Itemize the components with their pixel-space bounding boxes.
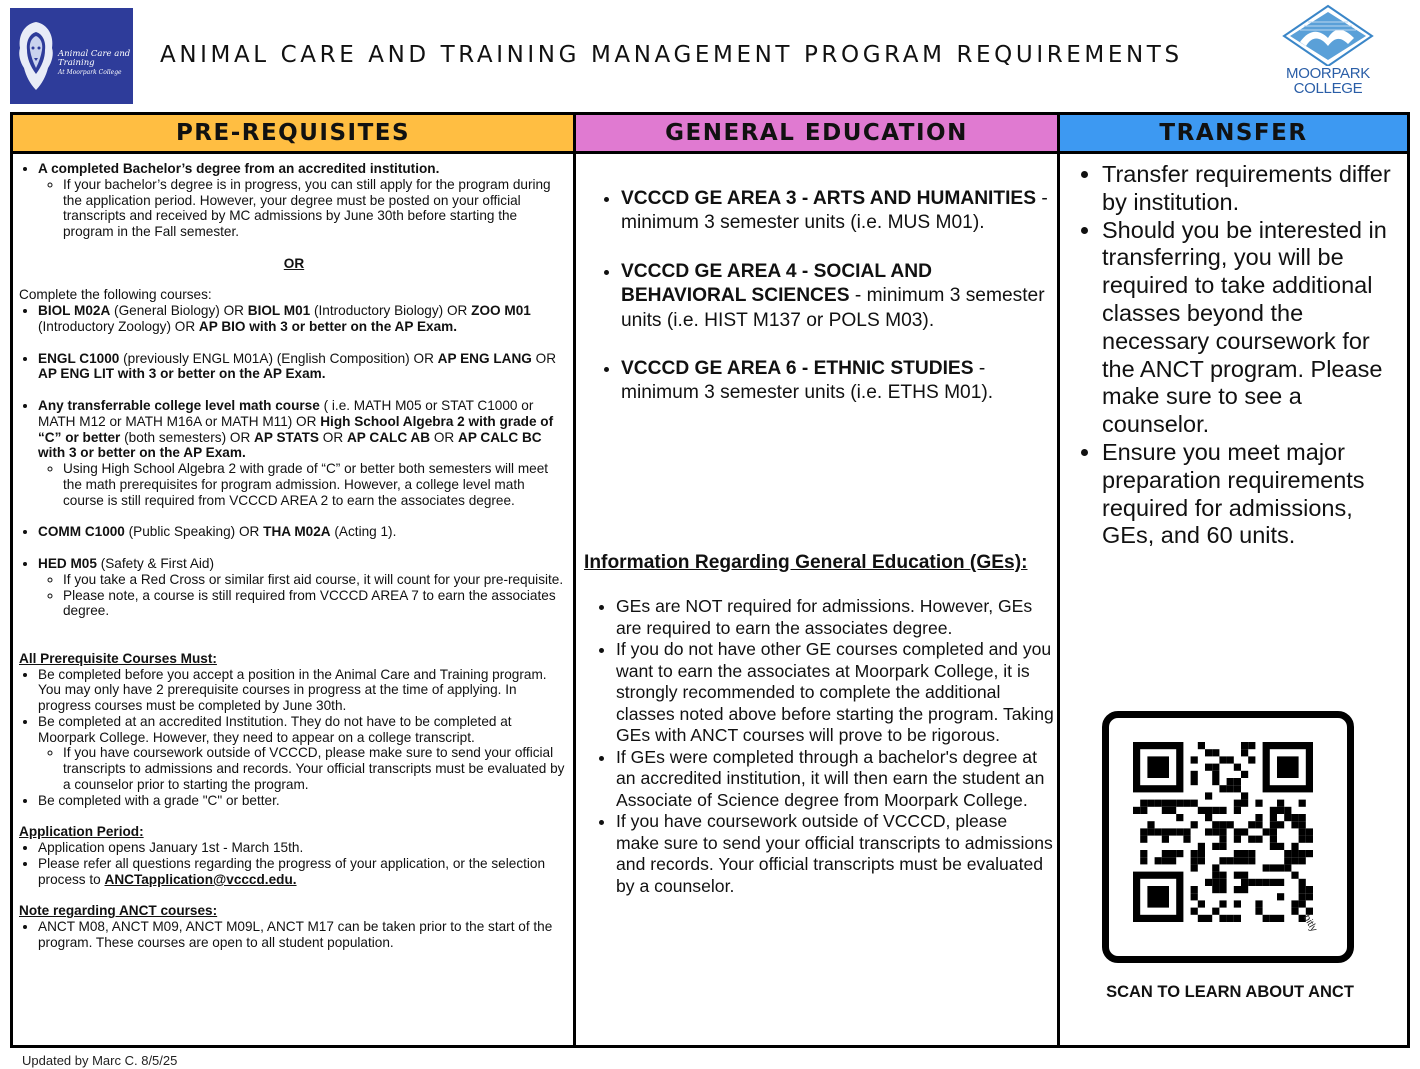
list-item: ◦ Please note, a course is still required from VCCCD AREA 7 to earn the associates degree. xyxy=(63,588,569,620)
list-item: • Be completed at an accredited Institution. They do not have to be completed at Moorpark College. However, they need to appear on a college transcript. ◦ If you have coursework outside of VCCCD, please make sure to send your official transcripts to admissions and records. Your official transcripts must be evaluated by a counselor prior to starting the program. xyxy=(38,714,569,793)
general-education-heading: GENERAL EDUCATION xyxy=(576,115,1057,154)
list-item: ◦ If you take a Red Cross or similar first aid course, it will count for your pre-requisite. xyxy=(63,572,569,588)
list-item: • A completed Bachelor’s degree from an accredited institution. ◦ If your bachelor’s degree is in progress, you can still apply for the program during the application period. However, your degree must be posted on your official transcripts and received by MC admissions by June 30th before starting the program in the Fall semester. xyxy=(38,161,569,240)
health-requirement: • HED M05 (Safety & First Aid) ◦ If you take a Red Cross or similar first aid course, it will count for your pre-requisite. ◦ Please note, a course is still required from VCCCD AREA 7 to earn the associates degree. xyxy=(38,556,569,619)
prerequisites-column xyxy=(13,115,576,1045)
scan-caption: SCAN TO LEARN ABOUT ANCT xyxy=(1106,983,1354,1001)
list-item: • Please refer all questions regarding the progress of your application, or the selection process to ANCTapplication@vcccd.edu. xyxy=(38,856,569,888)
ge-area-6: • VCCCD GE AREA 6 - ETHNIC STUDIES - minimum 3 semester units (i.e. ETHS M01). xyxy=(621,357,1056,406)
application-period-heading: Application Period: xyxy=(19,824,144,840)
application-email-link[interactable]: ANCTapplication@vcccd.edu. xyxy=(104,871,297,887)
list-item: • If you do not have other GE courses completed and you want to earn the associates at Moorpark College, it is strongly recommended to complete the additional classes noted above before starting the program. Taking GEs with ANCT courses will prove to be rigorous. xyxy=(616,639,1054,747)
complete-courses-label: Complete the following courses: xyxy=(19,287,212,303)
bitly-label: bitly xyxy=(1300,913,1320,934)
header xyxy=(0,0,1420,108)
ge-info-heading: Information Regarding General Education (GEs): xyxy=(584,552,1028,573)
general-education-column xyxy=(576,115,1060,1045)
prerequisites-heading: PRE-REQUISITES xyxy=(13,115,573,154)
list-item: • Application opens January 1st - March 15th. xyxy=(38,840,569,856)
communication-requirement: • COMM C1000 (Public Speaking) OR THA M02A (Acting 1). xyxy=(38,524,569,540)
list-item: ◦ If your bachelor’s degree is in progress, you can still apply for the program during the application period. However, your degree must be posted on your official transcripts and received by MC admissions by June 30th before starting the program in the Fall semester. xyxy=(63,177,569,240)
mountain-icon xyxy=(1278,4,1378,66)
list-item: • Should you be interested in transferring, you will be required to take additional classes beyond the necessary coursework for the ANCT program. Please make sure to see a counselor. xyxy=(1102,217,1404,439)
ge-areas xyxy=(586,187,1056,430)
list-item: • If GEs were completed through a bachelor's degree at an accredited institution, it will then earn the student an Associate of Science degree from Moorpark College. xyxy=(616,747,1054,812)
ge-area-3: • VCCCD GE AREA 3 - ARTS AND HUMANITIES - minimum 3 semester units (i.e. MUS M01). xyxy=(621,187,1056,236)
english-requirement: • ENGL C1000 (previously ENGL M01A) (English Composition) OR AP ENG LANG OR AP ENG LIT with 3 or better on the AP Exam. xyxy=(38,351,569,383)
qr-code[interactable] xyxy=(1102,711,1354,963)
or-divider: OR xyxy=(283,255,305,271)
list-item: • GEs are NOT required for admissions. However, GEs are required to earn the associates degree. xyxy=(616,596,1054,639)
logo-text: Animal Care and Training At Moorpark College xyxy=(58,49,131,76)
list-item: • Be completed before you accept a position in the Animal Care and Training program. You may only have 2 prerequisite courses in progress at the time of applying. In progress courses must be completed by June 30th. xyxy=(38,667,569,714)
program-logo xyxy=(10,8,133,104)
college-name: MOORPARK COLLEGE xyxy=(1286,65,1370,97)
math-requirement: • Any transferrable college level math course ( i.e. MATH M05 or STAT C1000 or MATH M12 or MATH M16A or MATH M11) OR High School Algebra 2 with grade of “C” or better (both semesters) OR AP STATS OR AP CALC AB OR AP CALC BC with 3 or better on the AP Exam. ◦ Using High School Algebra 2 with grade of “C” or better both semesters will meet the math prerequisites for program admission. However, a college level math course is still required from VCCCD AREA 2 to earn the associates degree. xyxy=(38,398,569,509)
updated-footer: Updated by Marc C. 8/5/25 xyxy=(22,1053,178,1068)
transfer-column xyxy=(1060,115,1407,1045)
biology-requirement: • BIOL M02A (General Biology) OR BIOL M01 (Introductory Biology) OR ZOO M01 (Introductory Zoology) OR AP BIO with 3 or better on the AP Exam. xyxy=(38,303,569,335)
list-item: ◦ If you have coursework outside of VCCCD, please make sure to send your official transcripts to admissions and records. Your official transcripts must be evaluated by a counselor prior to starting the program. xyxy=(63,745,569,792)
note-heading: Note regarding ANCT courses: xyxy=(19,903,218,919)
moorpark-college-logo xyxy=(1278,4,1378,102)
lion-icon xyxy=(14,18,58,94)
transfer-body xyxy=(1068,161,1404,550)
requirements-table xyxy=(10,112,1410,1048)
list-item: • If you have coursework outside of VCCCD, please make sure to send your official transcripts to admissions and records. Your official transcripts must be evaluated by a counselor. xyxy=(616,811,1054,897)
prerequisites-body xyxy=(19,161,569,951)
page-title: ANIMAL CARE AND TRAINING MANAGEMENT PROGRAM REQUIREMENTS xyxy=(160,42,1183,68)
list-item: ◦ Using High School Algebra 2 with grade of “C” or better both semesters will meet the math prerequisites for program admission. However, a college level math course is still required from VCCCD AREA 2 to earn the associates degree. xyxy=(63,461,569,508)
list-item: • Be completed with a grade "C" or better. xyxy=(38,793,569,809)
must-heading: All Prerequisite Courses Must: xyxy=(19,650,217,666)
list-item: • Transfer requirements differ by institution. xyxy=(1102,161,1404,217)
list-item: • ANCT M08, ANCT M09, ANCT M09L, ANCT M17 can be taken prior to the start of the program. These courses are open to all student population. xyxy=(38,919,569,951)
ge-area-4: • VCCCD GE AREA 4 - SOCIAL AND BEHAVIORAL SCIENCES - minimum 3 semester units (i.e. HIST M137 or POLS M03). xyxy=(621,260,1056,333)
transfer-heading: TRANSFER xyxy=(1060,115,1407,154)
list-item: • Ensure you meet major preparation requirements required for admissions, GEs, and 60 units. xyxy=(1102,439,1404,550)
ge-info xyxy=(584,551,1054,897)
